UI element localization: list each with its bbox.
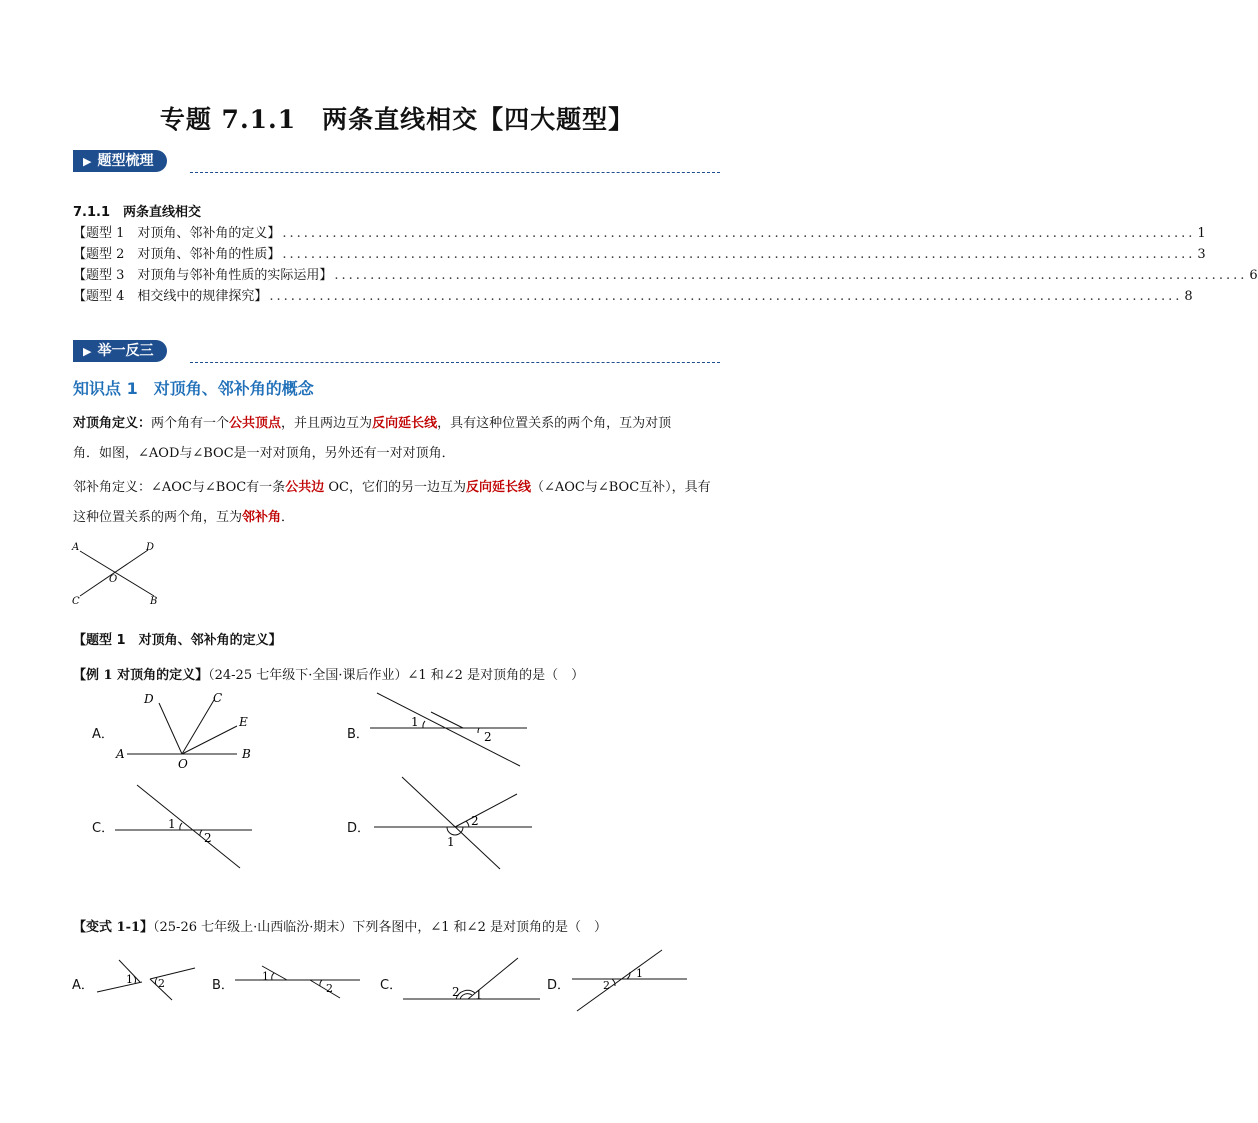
toc-heading: 7.1.1 两条直线相交 (73, 205, 202, 220)
option-b-figure (365, 688, 535, 770)
variant-option-c-label[interactable]: C． (380, 978, 403, 993)
toc-item[interactable] (73, 264, 1258, 283)
definition-text: ，具有这种位置关系的两个角，互为对顶 (437, 416, 672, 431)
highlight-term: 反向延长线 (372, 416, 438, 431)
banner-divider (190, 362, 720, 363)
definition-text: 角．如图，∠AOD与∠BOC是一对对顶角，另外还有一对对顶角． (73, 446, 455, 461)
toc-item[interactable] (73, 222, 1206, 241)
variant-option-a-label[interactable]: A． (72, 978, 94, 993)
definition-text: OC，它们的另一边互为 (324, 480, 466, 495)
variant-option-b-label[interactable]: B． (212, 978, 234, 993)
example-tag: 【例 1 对顶角的定义】 (73, 668, 209, 683)
angle-2-label: 2 (326, 982, 333, 995)
angle-1-label: 1 (126, 973, 133, 986)
angle-2-label: 2 (204, 831, 212, 845)
angle-1-label: 1 (262, 970, 269, 983)
point-d-label: D (146, 542, 155, 553)
variant-tag: 【变式 1-1】 (73, 920, 154, 935)
play-icon: ▶ (83, 155, 92, 168)
definition-text: 两个角有一个 (151, 416, 230, 431)
play-icon: ▶ (83, 345, 92, 358)
point-a-label: A (72, 542, 80, 553)
definition-text: （∠AOC与∠BOC互补），具有 (530, 480, 711, 495)
point-b-label: B (150, 596, 158, 607)
definition-vertical-angles (73, 409, 723, 469)
option-d-label[interactable]: D． (347, 821, 371, 836)
definition-text: 邻补角定义：∠AOC与∠BOC有一条 (73, 480, 286, 495)
toc-item-page: 1 (1197, 226, 1206, 241)
point-c-label: C (213, 691, 223, 705)
toc-item-label: 【题型 2 对顶角、邻补角的性质】 (73, 247, 281, 262)
point-d-label: D (144, 692, 154, 706)
definition-adjacent-supplementary (73, 473, 723, 533)
toc-item[interactable] (73, 243, 1206, 262)
example-1-question (73, 664, 584, 683)
point-a-label: A (116, 747, 125, 761)
toc-leader: ................................................................................................................................ (334, 268, 1248, 283)
definition-text: ，并且两边互为 (281, 416, 373, 431)
highlight-term: 公共顶点 (229, 416, 282, 431)
option-a-label[interactable]: A． (92, 727, 114, 742)
point-o-label: O (109, 574, 118, 585)
option-b-label[interactable]: B． (347, 727, 369, 742)
variant-option-d-figure (567, 947, 692, 1015)
option-c-label[interactable]: C． (92, 821, 115, 836)
angle-1-label: 1 (168, 817, 176, 831)
point-c-label: C (72, 596, 80, 607)
banner-label: 举一反三 (97, 343, 154, 359)
highlight-term: 反向延长线 (465, 480, 531, 495)
question-type-heading: 【题型 1 对顶角、邻补角的定义】 (73, 633, 282, 648)
option-c-figure (112, 782, 262, 872)
option-a-figure (112, 688, 262, 770)
angle-1-label: 1 (447, 835, 455, 849)
variant-prompt: （25-26 七年级上·山西临汾·期末）下列各图中，∠1 和∠2 是对顶角的是（ ） (153, 920, 607, 935)
variant-1-1-question (73, 916, 607, 935)
option-d-figure (372, 774, 537, 872)
angle-1-label: 1 (475, 988, 483, 1002)
point-e-label: E (239, 715, 248, 729)
angle-2-label: 2 (158, 977, 165, 990)
banner-label: 题型梳理 (97, 153, 154, 169)
banner-divider (190, 172, 720, 173)
angle-2-label: 2 (471, 814, 479, 828)
intersecting-lines-figure (66, 538, 176, 608)
variant-option-a-figure (92, 955, 202, 1005)
toc-item-label: 【题型 3 对顶角与邻补角性质的实际运用】 (73, 268, 333, 283)
toc-item-label: 【题型 4 相交线中的规律探究】 (73, 289, 268, 304)
toc-leader: ................................................................................................................................ (269, 289, 1183, 304)
angle-2-label: 2 (484, 730, 492, 744)
angle-2-label: 2 (603, 979, 610, 992)
toc-item-page: 8 (1184, 289, 1193, 304)
variant-option-c-figure (400, 955, 545, 1007)
angle-1-label: 1 (411, 715, 419, 729)
variant-option-b-figure (232, 958, 362, 1002)
toc-item-label: 【题型 1 对顶角、邻补角的定义】 (73, 226, 281, 241)
definition-text: ． (281, 510, 295, 525)
page-title: 专题 7.1.1 两条直线相交【四大题型】 (159, 105, 635, 134)
definition-text: 这种位置关系的两个角，互为 (73, 510, 243, 525)
definition-term: 对顶角定义： (73, 416, 152, 431)
section-banner-overview (73, 150, 167, 172)
highlight-term: 公共边 (285, 480, 325, 495)
point-b-label: B (242, 747, 251, 761)
example-prompt: （24-25 七年级下·全国·课后作业）∠1 和∠2 是对顶角的是（ ） (208, 668, 585, 683)
point-o-label: O (178, 757, 188, 771)
highlight-term: 邻补角 (242, 510, 282, 525)
section-banner-practice (73, 340, 167, 362)
toc-leader: ................................................................................................................................ (282, 226, 1196, 241)
toc-item-page: 6 (1249, 268, 1258, 283)
angle-1-label: 1 (636, 967, 643, 980)
toc-item-page: 3 (1197, 247, 1206, 262)
toc-leader: ................................................................................................................................ (282, 247, 1196, 262)
angle-2-label: 2 (452, 985, 460, 999)
variant-option-d-label[interactable]: D． (547, 978, 571, 993)
knowledge-point-title: 知识点 1 对顶角、邻补角的概念 (73, 379, 314, 398)
toc-item[interactable] (73, 285, 1193, 304)
